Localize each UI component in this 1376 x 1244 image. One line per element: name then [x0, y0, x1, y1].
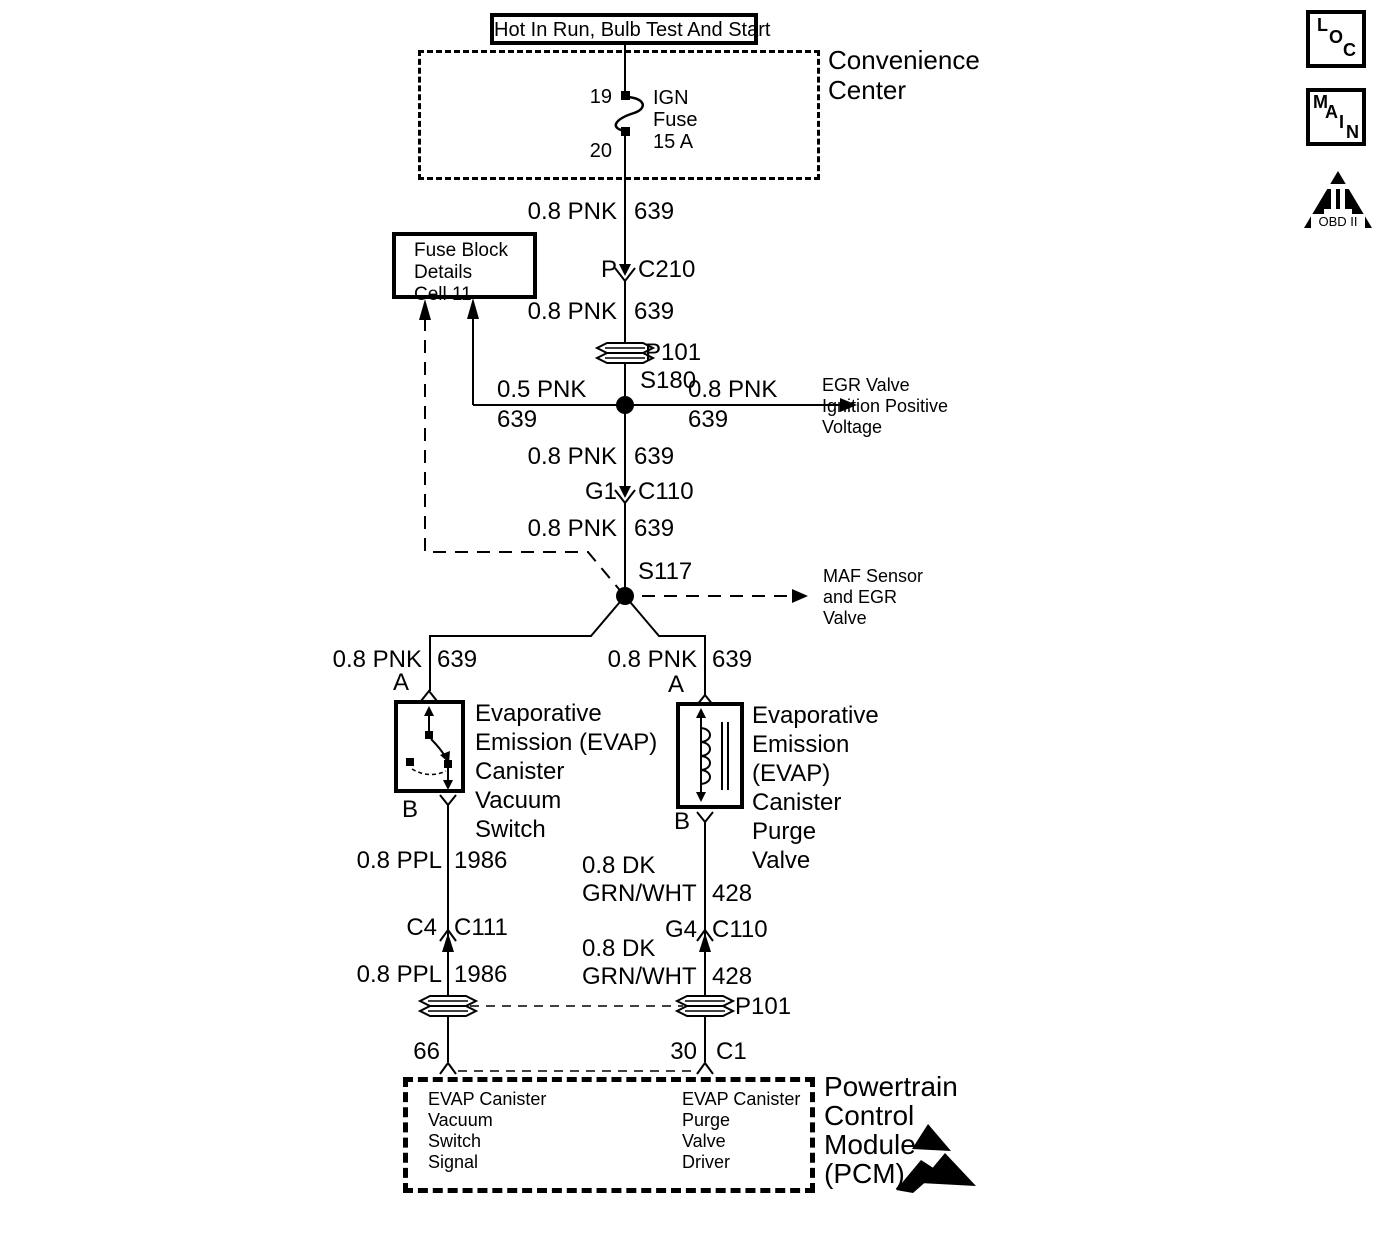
circuit-number: 428	[712, 963, 753, 990]
s117-splice	[616, 587, 808, 605]
purge-valve-box	[678, 704, 742, 807]
wire-spec-label: 0.8 PPL	[356, 961, 442, 988]
destination-label-line: MAF Sensor	[823, 566, 924, 586]
purge-valve-driver-wire	[697, 812, 713, 1074]
component-label-line: Emission (EVAP)	[475, 729, 658, 756]
fuse-rating-label: 15 A	[653, 131, 694, 153]
fuse-type-label: Fuse	[653, 109, 698, 131]
fuse-block-details-box	[392, 232, 537, 305]
fuse-block-line: Cell 11	[414, 284, 472, 305]
main-letter: A	[1325, 102, 1338, 122]
pcm-signal-label-line: Purge	[682, 1110, 731, 1130]
grommet-label: P101	[735, 993, 792, 1020]
pcm-name-line: Module	[824, 1129, 916, 1160]
connector-pin-label: C4	[406, 914, 437, 941]
wire-spec-label: 0.8 PNK	[527, 298, 617, 325]
c210-connector-symbol	[615, 264, 635, 281]
maf-arrowhead	[792, 589, 808, 603]
wire-spec-label: 0.5 PNK	[497, 376, 587, 403]
convenience-center-label-line: Convenience	[828, 45, 980, 75]
pin-label: B	[674, 808, 691, 835]
wire-spec-label: 0.8 PNK	[332, 646, 422, 673]
circuit-number: 639	[497, 406, 538, 433]
connector-id-label: C110	[638, 478, 694, 505]
destination-label-line: EGR Valve	[822, 375, 910, 395]
pin-label: B	[402, 796, 419, 823]
component-label-line: Purge	[752, 818, 817, 845]
circuit-number: 1986	[454, 961, 508, 988]
component-label-line: Switch	[475, 816, 546, 843]
splice-label: S180	[640, 367, 697, 394]
circuit-number: 428	[712, 880, 753, 907]
connector-id-label: C111	[454, 914, 508, 941]
connector-id-label: C110	[712, 916, 768, 943]
wire-spec-label: 0.8 PNK	[527, 515, 617, 542]
component-label-line: Valve	[752, 847, 811, 874]
obd2-label: OBD II	[1318, 214, 1358, 229]
pin-66-cup	[440, 1063, 456, 1074]
connector-pin-label: P	[600, 256, 617, 283]
fuse-pin-label: 20	[589, 140, 612, 162]
main-icon	[1306, 88, 1366, 146]
connector-pin-label: G1	[584, 478, 617, 505]
wire-spec-label: GRN/WHT	[582, 963, 697, 990]
p101-grommet-symbol-left	[420, 996, 476, 1016]
pcm-name-line: (PCM)	[824, 1158, 905, 1189]
wire-spec-label: 0.8 PPL	[356, 847, 442, 874]
fuse-block-line: Details	[414, 262, 473, 283]
pcm-signal-label-line: Valve	[682, 1131, 726, 1151]
hot-in-run-box: Hot In Run, Bulb Test And Start	[490, 13, 758, 45]
connector-id-label: C210	[638, 256, 696, 283]
main-letter: I	[1339, 112, 1345, 132]
wire-spec-label: 0.8 PNK	[527, 443, 617, 470]
pin-label: A	[668, 671, 685, 698]
p101-grommet-symbol-right	[677, 996, 733, 1016]
pcm-signal-label-line: EVAP Canister	[682, 1089, 801, 1109]
pin-b-cup-left	[440, 795, 456, 805]
circuit-number: 639	[437, 646, 478, 673]
connector-pin-label: G4	[664, 916, 697, 943]
pcm-name-line: Control	[824, 1100, 915, 1131]
loc-letter: O	[1329, 27, 1344, 47]
component-label-line: Canister	[752, 789, 842, 816]
main-letter: M	[1313, 92, 1328, 112]
pcm-pin-label: 66	[413, 1038, 440, 1065]
pcm-pin-label: 30	[670, 1038, 697, 1065]
circuit-number: 639	[634, 298, 675, 325]
destination-label-line: Valve	[823, 608, 867, 628]
obd2-icon	[1304, 171, 1372, 229]
fuse-pin-label: 19	[589, 86, 612, 108]
destination-label-line: Voltage	[822, 417, 883, 437]
wire-spec-label: 0.8 PNK	[527, 198, 617, 225]
pcm-connector-label: C1	[716, 1038, 747, 1065]
circuit-number: 639	[634, 198, 675, 225]
vacuum-switch-symbol	[406, 706, 453, 790]
fuse-block-line: Fuse Block	[414, 240, 508, 261]
loc-letter: L	[1317, 15, 1328, 35]
component-label-line: Vacuum	[475, 787, 562, 814]
fuse-name-label: IGN	[653, 87, 689, 109]
circuit-number: 639	[634, 515, 675, 542]
pcm-signal-label-line: Signal	[428, 1152, 479, 1172]
loc-letter: C	[1343, 40, 1356, 60]
wire-spec-label: 0.8 PNK	[688, 376, 778, 403]
main-letter: N	[1346, 122, 1359, 142]
pcm-signal-label-line: EVAP Canister	[428, 1089, 547, 1109]
grommet-label: P101	[645, 339, 702, 366]
component-label-line: (EVAP)	[752, 760, 831, 787]
wire-spec-label: 0.8 DK	[582, 935, 656, 962]
wire-spec-label: GRN/WHT	[582, 880, 697, 907]
wire-spec-label: 0.8 DK	[582, 852, 656, 879]
circuit-number: 639	[712, 646, 753, 673]
destination-label-line: Ignition Positive	[822, 396, 949, 416]
convenience-center-label-line: Center	[828, 75, 907, 105]
pcm-signal-label-line: Switch	[428, 1131, 482, 1151]
splice-label: S117	[638, 558, 693, 585]
pin-a-cup-left	[421, 691, 437, 701]
circuit-number: 639	[688, 406, 729, 433]
component-label-line: Evaporative	[475, 700, 602, 727]
fuse-symbol	[616, 91, 643, 136]
destination-label-line: and EGR	[823, 587, 898, 607]
purge-valve-solenoid-symbol	[696, 708, 728, 802]
pin-30-cup	[697, 1063, 713, 1074]
component-label-line: Evaporative	[752, 702, 879, 729]
component-label-line: Emission	[752, 731, 850, 758]
pcm-signal-label-line: Driver	[682, 1152, 730, 1172]
loc-icon	[1306, 10, 1366, 68]
circuit-number: 1986	[454, 847, 508, 874]
pcm-signal-label-line: Vacuum	[428, 1110, 493, 1130]
circuit-number: 639	[634, 443, 675, 470]
pcm-name-line: Powertrain	[824, 1071, 958, 1102]
c110-g1-connector-symbol	[615, 486, 635, 503]
pin-label: A	[393, 669, 410, 696]
component-label-line: Canister	[475, 758, 565, 785]
wire-spec-label: 0.8 PNK	[607, 646, 697, 673]
pin-b-cup-right	[697, 812, 713, 822]
